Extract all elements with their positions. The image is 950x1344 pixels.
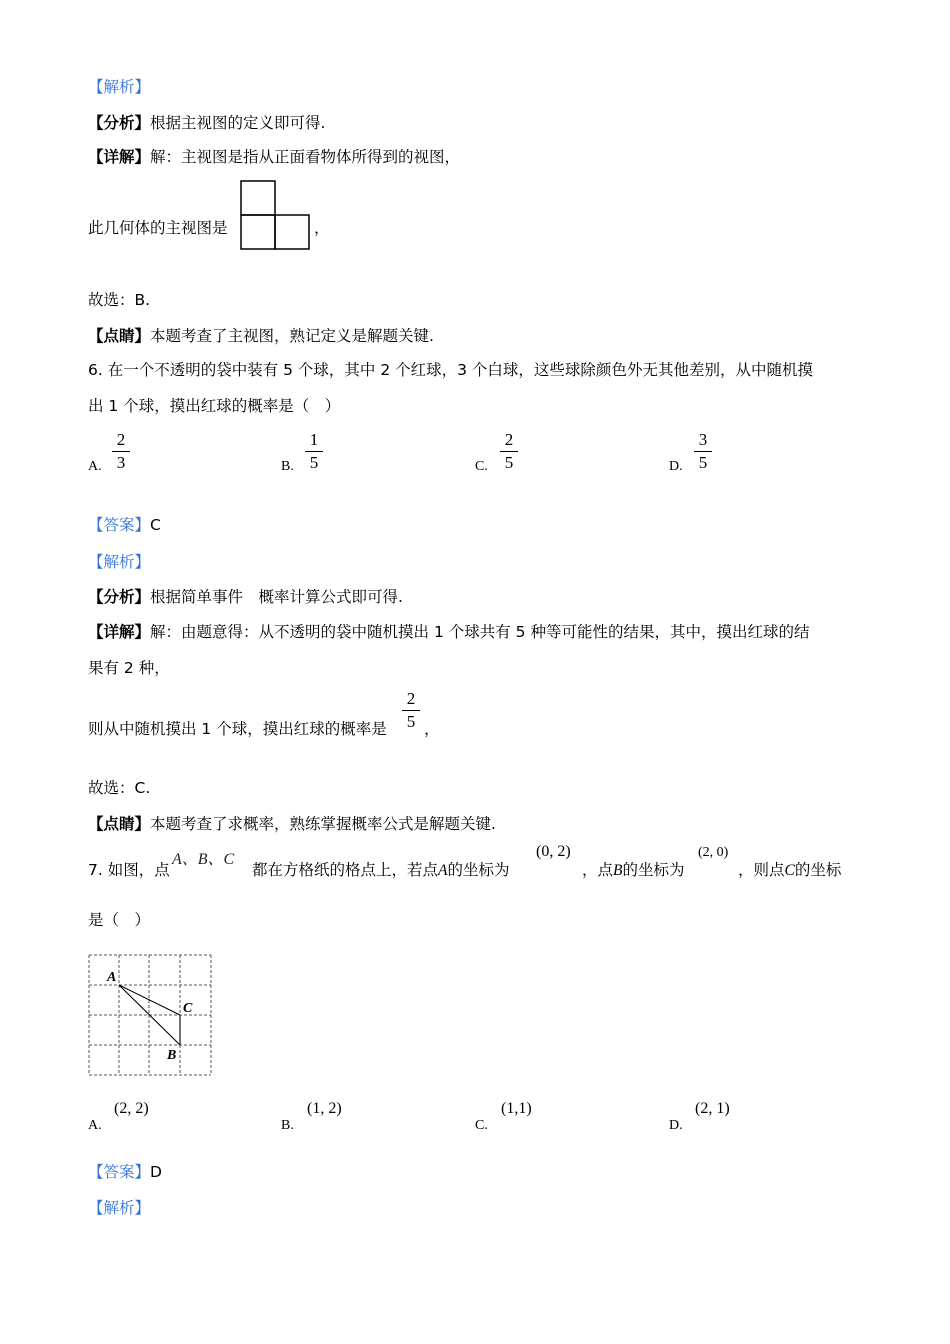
q7-stem-mid1: 都在方格纸的格点上，若点 [252, 861, 439, 879]
q6-analysis-tag: 【分析】 [88, 588, 151, 606]
choice-line-1: 故选：B. [88, 291, 151, 309]
q7-answer-tag: 【答案】 [88, 1163, 151, 1181]
q7-option-c-value: (1,1) [501, 1100, 532, 1117]
q6-option-d-numerator: 3 [698, 430, 708, 449]
q6-option-c-numerator: 2 [504, 430, 514, 449]
q7-stem-mid3: ，点 [582, 861, 614, 879]
q7-option-c-label: C. [475, 1118, 488, 1133]
q6-result-text: 则从中随机摸出 1 个球，摸出红球的概率是 [88, 720, 387, 738]
detail-text: 解：主视图是指从正面看物体所得到的视图， [150, 148, 461, 166]
front-view-figure [240, 180, 312, 252]
q6-remark-line [88, 814, 496, 834]
q6-jiexi-heading: 【解析】 [88, 553, 151, 571]
q6-option-d-label: D. [669, 459, 683, 474]
q7-stem-prefix: 7. 如图，点 [88, 861, 170, 879]
q7-option-d-label: D. [669, 1118, 683, 1133]
q6-result-fraction [402, 690, 420, 731]
jiexi-heading-1: 【解析】 [88, 78, 151, 96]
q7-answer-line [88, 1162, 162, 1182]
q6-answer-value: C [150, 516, 161, 534]
front-view-text: 此几何体的主视图是 [88, 219, 228, 237]
q6-option-a-label: A. [88, 459, 102, 474]
q7-option-b-label: B. [281, 1118, 294, 1133]
q7-option-b-value: (1, 2) [307, 1100, 342, 1117]
remark-tag: 【点睛】 [88, 327, 151, 345]
q7-fig-label-a: A [107, 970, 117, 985]
detail-line-1 [88, 147, 460, 167]
front-view-top-square [241, 181, 275, 215]
q6-option-b-numerator: 1 [309, 430, 319, 449]
analysis-text: 根据主视图的定义即可得. [150, 114, 326, 132]
q7-stem-line-2: 是（ ） [88, 911, 151, 929]
front-view-bottom-left-square [241, 215, 275, 249]
q6-result-comma: ， [424, 720, 440, 738]
q6-option-b-label: B. [281, 459, 294, 474]
analysis-line-1 [88, 113, 325, 133]
q6-option-a-denominator: 3 [116, 453, 126, 472]
analysis-tag: 【分析】 [88, 114, 151, 132]
front-view-bottom-right-square [275, 215, 309, 249]
q6-option-c-fraction [500, 431, 518, 472]
q6-option-d-fraction [694, 431, 712, 472]
q6-analysis-line [88, 587, 403, 607]
q7-fig-label-b: B [167, 1048, 177, 1063]
q6-analysis-text: 根据简单事件 概率计算公式即可得. [150, 588, 403, 606]
q6-option-a-numerator: 2 [116, 430, 126, 449]
q7-point-c: C [784, 862, 795, 879]
q6-option-d-denominator: 5 [698, 453, 708, 472]
q6-option-b-denominator: 5 [309, 453, 319, 472]
q7-option-d-value: (2, 1) [695, 1100, 730, 1117]
q7-option-a-value: (2, 2) [114, 1100, 149, 1117]
q6-choice-line: 故选：C. [88, 779, 151, 797]
q6-result-line [88, 719, 387, 739]
detail-tag: 【详解】 [88, 148, 151, 166]
front-view-line [88, 218, 228, 238]
q7-stem-segment-3 [738, 860, 841, 881]
q6-answer-tag: 【答案】 [88, 516, 151, 534]
q7-stem-mid4: 的坐标为 [622, 861, 685, 879]
q6-detail-line-1 [88, 622, 809, 642]
q7-coord-a: (0, 2) [536, 843, 571, 860]
q7-point-a: A [438, 862, 448, 879]
q6-result-numerator: 2 [406, 689, 416, 708]
q6-option-a-fraction [112, 431, 130, 472]
q7-fig-label-c: C [183, 1001, 193, 1016]
q7-points-label: A、B、C [172, 851, 235, 868]
front-view-comma: ， [314, 219, 330, 237]
q6-answer-line [88, 515, 161, 535]
q7-answer-value: D [150, 1163, 162, 1181]
q6-detail-text-1: 解：由题意得：从不透明的袋中随机摸出 1 个球共有 5 种等可能性的结果，其中，摸出红球的结 [150, 623, 810, 641]
q7-jiexi-heading: 【解析】 [88, 1199, 151, 1217]
q6-remark-tag: 【点睛】 [88, 815, 151, 833]
q6-stem-line-2: 出 1 个球，摸出红球的概率是（ ） [88, 397, 341, 415]
q6-remark-text: 本题考查了求概率，熟练掌握概率公式是解题关键. [150, 815, 496, 833]
q7-stem-mid2: 的坐标为 [447, 861, 510, 879]
q6-result-denominator: 5 [406, 712, 416, 731]
q7-grid-figure [86, 952, 216, 1078]
q6-option-c-label: C. [475, 459, 488, 474]
q6-option-b-fraction [305, 431, 323, 472]
q7-stem-segment [252, 860, 510, 881]
q6-detail-tag: 【详解】 [88, 623, 151, 641]
remark-line-1 [88, 326, 434, 346]
q7-stem-segment-2 [582, 860, 685, 881]
q6-stem-line-1: 6. 在一个不透明的袋中装有 5 个球，其中 2 个红球，3 个白球，这些球除颜色外无其他差别，从中随机摸 [88, 361, 813, 379]
q7-point-b: B [613, 862, 623, 879]
q7-stem-mid5: ，则点 [738, 861, 785, 879]
q6-option-c-denominator: 5 [504, 453, 514, 472]
q7-coord-b: (2, 0) [698, 845, 729, 860]
q7-stem-mid6: 的坐标 [794, 861, 842, 879]
q7-option-a-label: A. [88, 1118, 102, 1133]
q6-detail-line-2: 果有 2 种， [88, 659, 170, 677]
remark-text: 本题考查了主视图，熟记定义是解题关键. [150, 327, 434, 345]
